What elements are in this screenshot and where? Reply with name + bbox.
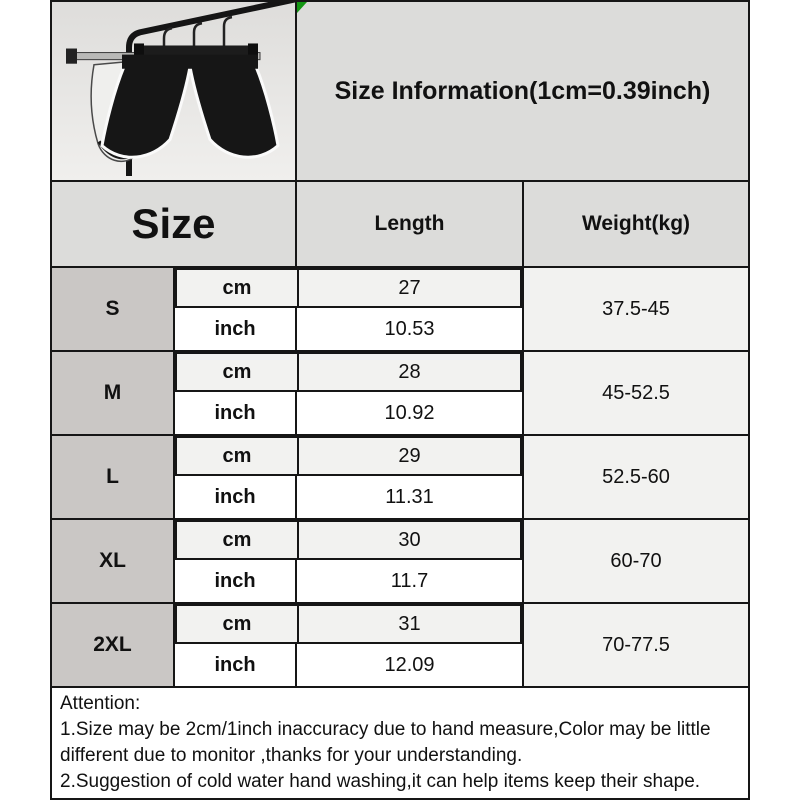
attention-line: Attention:	[60, 693, 141, 714]
length-inch-cell: 10.92	[297, 392, 524, 434]
cm-subrow	[175, 520, 524, 560]
cm-subrow	[175, 268, 524, 308]
size-label-cell: M	[52, 352, 175, 434]
measure-cells	[175, 352, 524, 434]
inch-subrow	[175, 476, 524, 518]
hanger-clip	[66, 49, 77, 64]
unit-inch-cell: inch	[175, 644, 297, 686]
cm-subrow	[175, 436, 524, 476]
cm-subrow	[175, 604, 524, 644]
length-cm-cell: 30	[299, 522, 522, 558]
table-header-row	[52, 182, 748, 266]
length-inch-cell: 11.7	[297, 560, 524, 602]
weight-cell: 37.5-45	[524, 268, 748, 350]
cm-subrow	[175, 352, 524, 392]
measure-cells	[175, 268, 524, 350]
length-inch-cell: 10.53	[297, 308, 524, 350]
length-cm-cell: 27	[299, 270, 522, 306]
inch-subrow	[175, 308, 524, 350]
unit-cm-cell: cm	[177, 270, 299, 306]
length-cm-cell: 31	[299, 606, 522, 642]
unit-cm-cell: cm	[177, 438, 299, 474]
green-corner-icon	[297, 2, 307, 13]
size-label-cell: XL	[52, 520, 175, 602]
attention-note	[50, 688, 750, 800]
size-table	[50, 180, 750, 688]
header-weight: Weight(kg)	[581, 212, 691, 235]
attention-line: different due to monitor ,thanks for your understanding.	[60, 745, 523, 766]
unit-inch-cell: inch	[175, 392, 297, 434]
weight-cell: 70-77.5	[524, 604, 748, 686]
header-length: Length	[297, 182, 524, 266]
measure-cells	[175, 520, 524, 602]
size-info-banner	[297, 2, 748, 180]
unit-inch-cell: inch	[175, 308, 297, 350]
weight-cell: 45-52.5	[524, 352, 748, 434]
content-area	[50, 0, 750, 800]
attention-line: 2.Suggestion of cold water hand washing,it can help items keep their shape.	[60, 771, 701, 792]
attention-line: 1.Size may be 2cm/1inch inaccuracy due to hand measure,Color may be little	[60, 719, 711, 740]
size-label-cell: 2XL	[52, 604, 175, 686]
unit-cm-cell: cm	[177, 606, 299, 642]
unit-inch-cell: inch	[175, 560, 297, 602]
top-section	[50, 0, 750, 180]
table-row	[52, 266, 748, 350]
unit-cm-cell: cm	[177, 522, 299, 558]
size-label-cell: S	[52, 268, 175, 350]
measure-cells	[175, 604, 524, 686]
measure-cells	[175, 436, 524, 518]
size-label-cell: L	[52, 436, 175, 518]
length-cm-cell: 28	[299, 354, 522, 390]
shorts-photo-illustration	[52, 2, 295, 180]
table-row	[52, 350, 748, 434]
length-inch-cell: 11.31	[297, 476, 524, 518]
inch-subrow	[175, 392, 524, 434]
length-inch-cell: 12.09	[297, 644, 524, 686]
table-row	[52, 434, 748, 518]
table-row	[52, 602, 748, 686]
table-row	[52, 518, 748, 602]
weight-cell: 52.5-60	[524, 436, 748, 518]
black-shorts-right-leg	[190, 67, 278, 158]
size-info-title: Size Information(1cm=0.39inch)	[334, 76, 711, 105]
unit-inch-cell: inch	[175, 476, 297, 518]
unit-cm-cell: cm	[177, 354, 299, 390]
inch-subrow	[175, 644, 524, 686]
product-photo	[52, 2, 297, 180]
length-cm-cell: 29	[299, 438, 522, 474]
inch-subrow	[175, 560, 524, 602]
weight-cell: 60-70	[524, 520, 748, 602]
black-shorts-waistband	[122, 55, 258, 69]
header-size: Size	[52, 182, 297, 266]
